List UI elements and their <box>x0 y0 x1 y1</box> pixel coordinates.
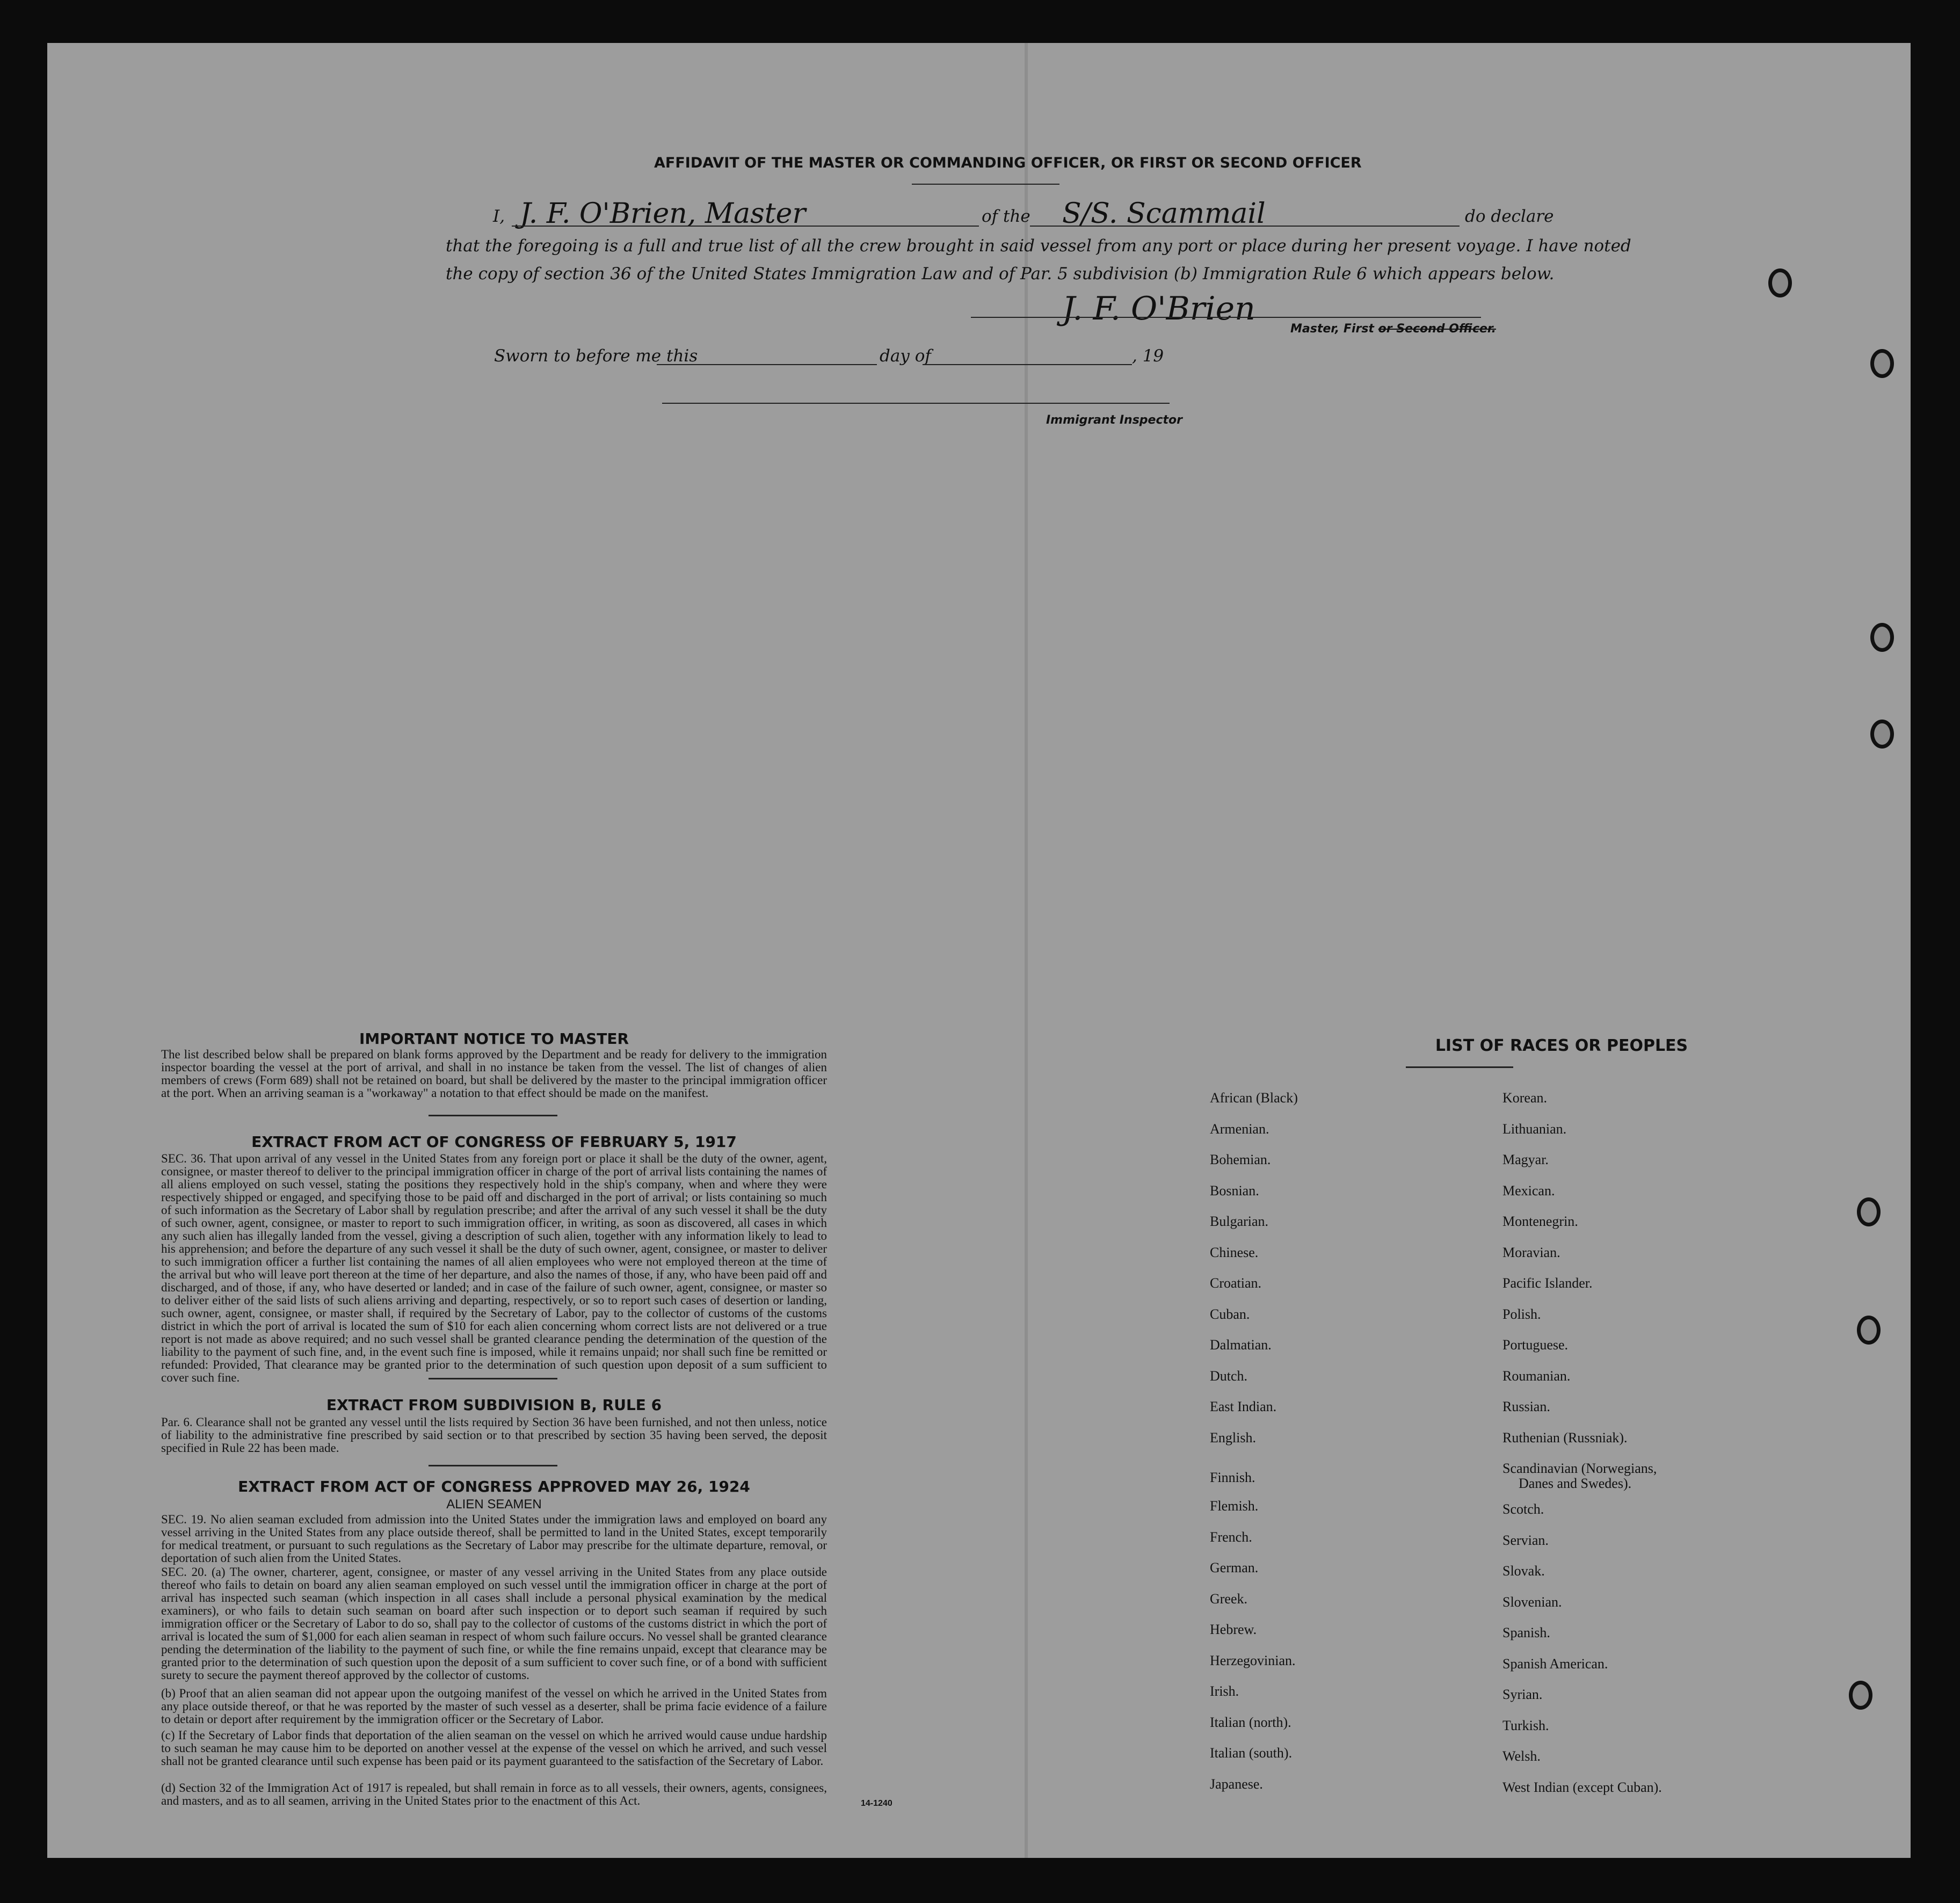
i-label: I, <box>493 207 505 226</box>
extract-rule6-title: EXTRACT FROM SUBDIVISION B, RULE 6 <box>326 1396 662 1414</box>
race-left-item: French. <box>1210 1529 1252 1545</box>
race-left-item: Flemish. <box>1210 1498 1259 1514</box>
signature-caption-master: Master, First <box>1290 322 1374 336</box>
section-rule <box>429 1378 557 1379</box>
punch-hole <box>1857 1197 1881 1226</box>
race-right-item: Roumanian. <box>1502 1368 1571 1384</box>
race-left-item: Irish. <box>1210 1683 1239 1699</box>
races-title-rule <box>1406 1066 1513 1068</box>
extract-1924-sec19: SEC. 19. No alien seaman excluded from admission into the United States under the immigration laws and employed on board any vessel arriving in the United States from any place outside thereof, shall be permitted to land in the United States, except temporarily for medical treatment, or pursuant to such regulations as the Secretary of Labor may prescribe for the ultimate departure, removal, or deportation of such alien from the United States. <box>161 1513 827 1565</box>
punch-hole <box>1768 268 1792 297</box>
race-left-item: Italian (south). <box>1210 1745 1293 1761</box>
extract-1924-sec20a: SEC. 20. (a) The owner, charterer, agent, consignee, or master of any vessel arriving in the United States from any place outside thereof who fails to detain on board any alien seaman employed on such vessel until the immigration officer in charge at the port of arrival has inspected such seaman (which inspection in all cases shall include a personal physical examination by the medical examiners), or who fails to detain such seaman on board after such inspection or to deport such seaman if required by such immigration officer or the Secretary of Labor to do so, shall pay to the collector of customs of the customs district in which the port of arrival is located the sum of $1,000 for each alien seaman in respect of whom such failure occurs. No vessel shall be granted clearance pending the determination of the liability to the payment of such fine, or while the fine remains unpaid, except that clearance may be granted prior to the determination of such question upon the deposit of a sum sufficient to cover such fine, or of a bond with sufficient surety to secure the payment thereof approved by the collector of customs. <box>161 1565 827 1682</box>
race-left-item: Japanese. <box>1210 1776 1263 1792</box>
punch-hole <box>1857 1316 1881 1345</box>
extract-1924-sec20d: (d) Section 32 of the Immigration Act of 1917 is repealed, but shall remain in force as to all vessels, their owners, agents, consignees, and masters, and as to all seamen, arriving in the United States prior to the enactment of this Act. <box>161 1781 827 1807</box>
signature-line <box>971 317 1481 318</box>
declarant-handwriting: J. F. O'Brien, Master <box>520 198 806 230</box>
race-right-item: Spanish. <box>1502 1625 1550 1640</box>
race-left-item: East Indian. <box>1210 1399 1277 1414</box>
race-left-item: German. <box>1210 1560 1259 1575</box>
race-right-item: Magyar. <box>1502 1152 1549 1167</box>
race-left-item: Italian (north). <box>1210 1714 1291 1730</box>
race-right-item: Spanish American. <box>1502 1655 1608 1672</box>
race-left-item: Chinese. <box>1210 1244 1259 1260</box>
race-right-item: Polish. <box>1502 1306 1541 1322</box>
vessel-line <box>1030 226 1460 227</box>
race-left-item: Bohemian. <box>1210 1152 1271 1167</box>
race-left-item: Greek. <box>1210 1590 1248 1607</box>
extract-1924-sec20c: (c) If the Secretary of Labor finds that deportation of the alien seaman on the vessel on which he arrived would cause undue hardship to such seaman he may cause him to be deported on another vessel at the expense of the vessel on which he arrived, and such vessel shall not be granted clearance until such expense has been paid or its payment guaranteed to the satisfaction of the Secretary of Labor. <box>161 1728 827 1768</box>
sworn-month-line <box>923 364 1132 365</box>
extract-1924-sec20b: (b) Proof that an alien seaman did not appear upon the outgoing manifest of the vessel on which he arrived in the United States from any place outside thereof, or that he was reported by the master of such vessel as a deserter, shall be prima facie evidence of a failure to detain or deport after requirement by the immigration officer or the Secretary of Labor. <box>161 1687 827 1726</box>
title-underline <box>912 184 1059 185</box>
race-right-item: Mexican. <box>1502 1182 1555 1199</box>
race-right-item: Pacific Islander. <box>1502 1275 1593 1291</box>
do-declare-label: do declare <box>1465 207 1554 226</box>
signature-caption <box>1290 322 1496 336</box>
punch-hole <box>1870 349 1894 378</box>
race-left-item: Herzegovinian. <box>1210 1652 1296 1668</box>
extract-rule6-body: Par. 6. Clearance shall not be granted any vessel until the lists required by Section 36 have been furnished, and not then unless, notice of liability to the administrative fine prescribed by said section or to that prescribed by section 35 having been served, the deposit specified in Rule 22 has been made. <box>161 1415 827 1455</box>
races-title: LIST OF RACES OR PEOPLES <box>1435 1036 1688 1055</box>
notice-body: The list described below shall be prepared on blank forms approved by the Department and be ready for delivery to the immigration inspector boarding the vessel at the port of arrival, and shall in no instance be taken from the vessel. The list of changes of alien members of crews (Form 689) shall not be retained on board, but shall be delivered by the master to the principal immigration officer at the port. When an arriving seaman is a "workaway" a notation to that effect should be made on the manifest. <box>161 1048 827 1100</box>
declarant-line <box>512 226 979 227</box>
section-rule <box>429 1115 557 1116</box>
race-right-item: Russian. <box>1502 1399 1550 1414</box>
notice-title: IMPORTANT NOTICE TO MASTER <box>359 1030 629 1048</box>
race-left-item: Armenian. <box>1210 1121 1269 1137</box>
sworn-label: Sworn to before me this <box>494 346 698 366</box>
extract-1917-body: SEC. 36. That upon arrival of any vessel in the United States from any foreign port or place it shall be the duty of the owner, agent, consignee, or master thereof to deliver to the principal immigration officer in charge of the port of arrival lists containing the names of all aliens employed on such vessel, stating the positions they respectively hold in the ship's company, when and where they were respectively shipped or engaged, and specifying those to be paid off and discharged in the port of arrival; or lists containing so much of such information as the Secretary of Labor shall by regulation prescribe; and after the arrival of any such vessel it shall be the duty of such owner, agent, consignee, or master to report to such immigration officer, in writing, as soon as discovered, all cases in which any such alien has illegally landed from the vessel, giving a description of such alien, together with any information likely to lead to his apprehension; and before the departure of any such vessel it shall be the duty of such owner, agent, consignee, or master to deliver to such immigration officer a further list containing the names of all alien employees who were not employed thereon at the time of the arrival but who will leave port thereon at the time of her departure, and also the names of those, if any, who have been paid off and discharged, and of those, if any, who have deserted or landed; and in case of the failure of such owner, agent, consignee, or master so to deliver either of the said lists of such aliens arriving and departing, respectively, or so to report such cases of desertion or landing, such owner, agent, consignee, or master shall, if required by the Secretary of Labor, pay to the collector of customs of the customs district in which the port of arrival is located the sum of $10 for each alien concerning whom correct lists are not delivered or a true report is not made as above required; and no such vessel shall be granted clearance pending the determination of the question of the liability to the payment of such fine, and, in the event such fine is imposed, while it remains unpaid; nor shall such fine be remitted or refunded: Provided, That clearance may be granted prior to the determination of such question upon deposit of a sum sufficient to cover such fine. <box>161 1152 827 1384</box>
document-sheet <box>47 43 1911 1858</box>
extract-1917-title: EXTRACT FROM ACT OF CONGRESS OF FEBRUARY 5, 1917 <box>251 1133 737 1151</box>
race-right-item: Montenegrin. <box>1502 1214 1578 1229</box>
race-left-item: Finnish. <box>1210 1469 1255 1485</box>
race-left-item: English. <box>1210 1429 1256 1446</box>
inspector-line <box>662 403 1170 404</box>
race-right-item: Danes and Swedes). <box>1519 1476 1632 1491</box>
inspector-caption: Immigrant Inspector <box>1046 413 1182 427</box>
signature-caption-second: or Second Officer. <box>1378 322 1496 336</box>
affidavit-title: AFFIDAVIT OF THE MASTER OR COMMANDING OFFICER, OR FIRST OR SECOND OFFICER <box>654 155 1362 171</box>
punch-hole <box>1870 623 1894 652</box>
sworn-day-line <box>657 364 877 365</box>
page-fold <box>1025 43 1028 1858</box>
race-right-item: Servian. <box>1502 1532 1549 1548</box>
race-left-item: Cuban. <box>1210 1306 1250 1322</box>
race-right-item: West Indian (except Cuban). <box>1502 1779 1662 1795</box>
race-right-item: Moravian. <box>1502 1244 1560 1260</box>
signature-handwriting: J. F. O'Brien <box>1062 290 1255 328</box>
race-left-item: African (Black) <box>1210 1090 1298 1106</box>
race-right-item: Turkish. <box>1502 1717 1549 1733</box>
punch-hole <box>1849 1681 1872 1710</box>
race-right-item: Syrian. <box>1502 1687 1543 1702</box>
of-the-label: of the <box>982 207 1030 226</box>
race-left-item: Dutch. <box>1210 1368 1248 1384</box>
race-right-item: Korean. <box>1502 1090 1548 1106</box>
race-left-item: Croatian. <box>1210 1275 1262 1291</box>
affidavit-line-2: that the foregoing is a full and true list of all the crew brought in said vessel from any port or place during her present voyage. I have noted <box>446 236 1631 256</box>
race-right-item: Slovenian. <box>1502 1594 1562 1610</box>
race-right-item: Lithuanian. <box>1502 1121 1567 1137</box>
race-left-item: Bosnian. <box>1210 1182 1259 1199</box>
day-of-label: day of <box>880 346 931 366</box>
race-right-item: Portuguese. <box>1502 1337 1569 1353</box>
affidavit-line-3: the copy of section 36 of the United States Immigration Law and of Par. 5 subdivision (b) Immigration Rule 6 which appears below. <box>446 264 1555 284</box>
race-left-item: Dalmatian. <box>1210 1337 1272 1353</box>
race-right-item: Scandinavian (Norwegians, <box>1502 1461 1657 1476</box>
race-right-item: Slovak. <box>1502 1563 1545 1579</box>
extract-1924-title: EXTRACT FROM ACT OF CONGRESS APPROVED MAY 26, 1924 <box>238 1478 750 1495</box>
race-right-item: Welsh. <box>1502 1748 1541 1764</box>
section-rule <box>429 1465 557 1466</box>
extract-1924-subtitle: ALIEN SEAMEN <box>446 1497 542 1512</box>
race-right-item: Scotch. <box>1502 1501 1544 1517</box>
vessel-handwriting: S/S. Scammail <box>1062 198 1266 230</box>
race-left-item: Hebrew. <box>1210 1622 1257 1637</box>
year-label: , 19 <box>1132 346 1164 366</box>
race-left-item: Bulgarian. <box>1210 1214 1269 1229</box>
form-number: 14-1240 <box>861 1799 892 1808</box>
punch-hole <box>1870 720 1894 749</box>
race-right-item: Ruthenian (Russniak). <box>1502 1429 1628 1446</box>
